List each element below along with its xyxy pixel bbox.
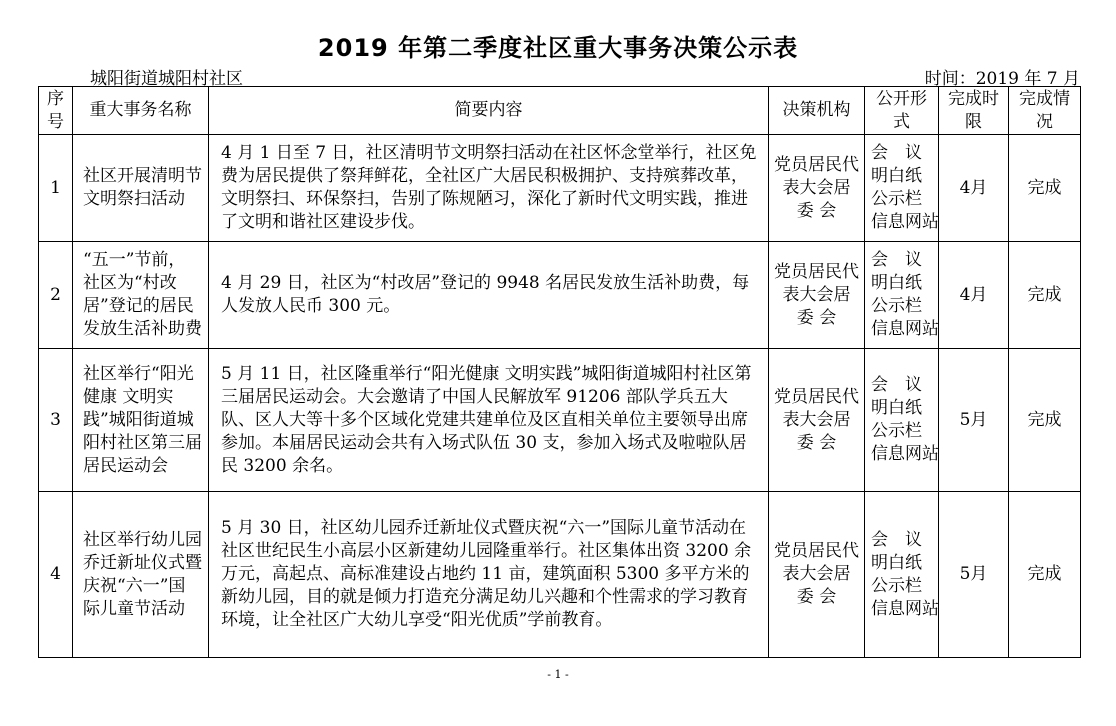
row-name: 社区举行幼儿园乔迁新址仪式暨庆祝“六一”国际儿童节活动 [73, 492, 209, 658]
publish-form: 公示栏 [871, 575, 922, 596]
row-publish [865, 242, 939, 349]
row-no: 1 [39, 135, 73, 242]
publish-form: 明白纸 [871, 398, 922, 418]
row-status: 完成 [1009, 349, 1081, 492]
publish-form: 信息网站 [871, 598, 939, 619]
table-row [39, 242, 1081, 349]
publish-form: 信息网站 [871, 212, 939, 232]
row-deadline: 5月 [939, 492, 1009, 658]
publish-form: 明白纸 [871, 166, 922, 186]
decision-table [38, 86, 1081, 658]
row-status: 完成 [1009, 492, 1081, 658]
page-number: - 1 - [547, 668, 569, 681]
row-body: 党员居民代表大会居 委 会 [769, 349, 865, 492]
row-content: 5 月 11 日，社区隆重举行“阳光健康 文明实践”城阳街道城阳村社区第三届居民运动会。大会邀请了中国人民解放军 91206 部队学兵五大队、区人大等十多个区域化党建共建单位及区直相关单位主要领导出席参加。本届居民运动会共有入场式队伍 30 支，参加入场式及啦啦队居民 3200 余名。 [209, 349, 769, 492]
table-header-row [39, 87, 1081, 135]
row-body: 党员居民代表大会居 委 会 [769, 242, 865, 349]
row-publish [865, 492, 939, 658]
document-title: 2019 年第二季度社区重大事务决策公示表 [317, 34, 799, 62]
row-deadline: 5月 [939, 349, 1009, 492]
header-status: 完成情况 [1009, 87, 1081, 135]
header-publish: 公开形式 [865, 87, 939, 135]
row-body: 党员居民代表大会居 委 会 [769, 135, 865, 242]
publish-form: 公示栏 [871, 421, 922, 441]
publish-form: 明白纸 [871, 273, 922, 293]
row-content: 5 月 30 日，社区幼儿园乔迁新址仪式暨庆祝“六一”国际儿童节活动在社区世纪民生小高层小区新建幼儿园隆重举行。社区集体出资 3200 余万元，高起点、高标准建设占地约 11 亩，建筑面积 5300 多平方米的新幼儿园，目的就是倾力打造充分满足幼儿兴趣和个性需求的学习教育环境，让全社区广大幼儿享受“阳光优质”学前教育。 [209, 492, 769, 658]
table-row [39, 492, 1081, 658]
header-deadline: 完成时限 [939, 87, 1009, 135]
header-name: 重大事务名称 [73, 87, 209, 135]
row-publish [865, 135, 939, 242]
publish-form: 信息网站 [871, 319, 939, 339]
row-name: 社区开展清明节文明祭扫活动 [73, 135, 209, 242]
publish-form: 会 议 [871, 250, 922, 270]
row-publish [865, 349, 939, 492]
publish-form: 会 议 [871, 143, 922, 163]
publish-form: 会 议 [871, 529, 922, 550]
header-content: 简要内容 [209, 87, 769, 135]
row-content: 4 月 1 日至 7 日，社区清明节文明祭扫活动在社区怀念堂举行，社区免费为居民提供了祭拜鲜花，全社区广大居民积极拥护、支持殡葬改革，文明祭扫、环保祭扫，告别了陈规陋习，深化了新时代文明实践，推进了文明和谐社区建设步伐。 [209, 135, 769, 242]
row-no: 3 [39, 349, 73, 492]
table-row [39, 349, 1081, 492]
row-status: 完成 [1009, 135, 1081, 242]
row-body: 党员居民代表大会居 委 会 [769, 492, 865, 658]
row-status: 完成 [1009, 242, 1081, 349]
row-deadline: 4月 [939, 135, 1009, 242]
row-name: 社区举行“阳光健康 文明实践”城阳街道城阳村社区第三届居民运动会 [73, 349, 209, 492]
row-no: 4 [39, 492, 73, 658]
table-row [39, 135, 1081, 242]
row-no: 2 [39, 242, 73, 349]
header-no: 序号 [39, 87, 73, 135]
row-name: “五一”节前，社区为“村改居”登记的居民发放生活补助费 [73, 242, 209, 349]
community-name: 城阳街道城阳村社区 [90, 69, 243, 89]
publish-form: 明白纸 [871, 552, 922, 573]
publish-form: 公示栏 [871, 296, 922, 316]
publish-form: 会 议 [871, 375, 922, 395]
header-body: 决策机构 [769, 87, 865, 135]
publish-form: 公示栏 [871, 189, 922, 209]
publish-date: 时间：2019 年 7 月 [924, 69, 1080, 89]
publish-form: 信息网站 [871, 444, 939, 464]
row-deadline: 4月 [939, 242, 1009, 349]
row-content: 4 月 29 日，社区为“村改居”登记的 9948 名居民发放生活补助费，每人发放人民币 300 元。 [209, 242, 769, 349]
